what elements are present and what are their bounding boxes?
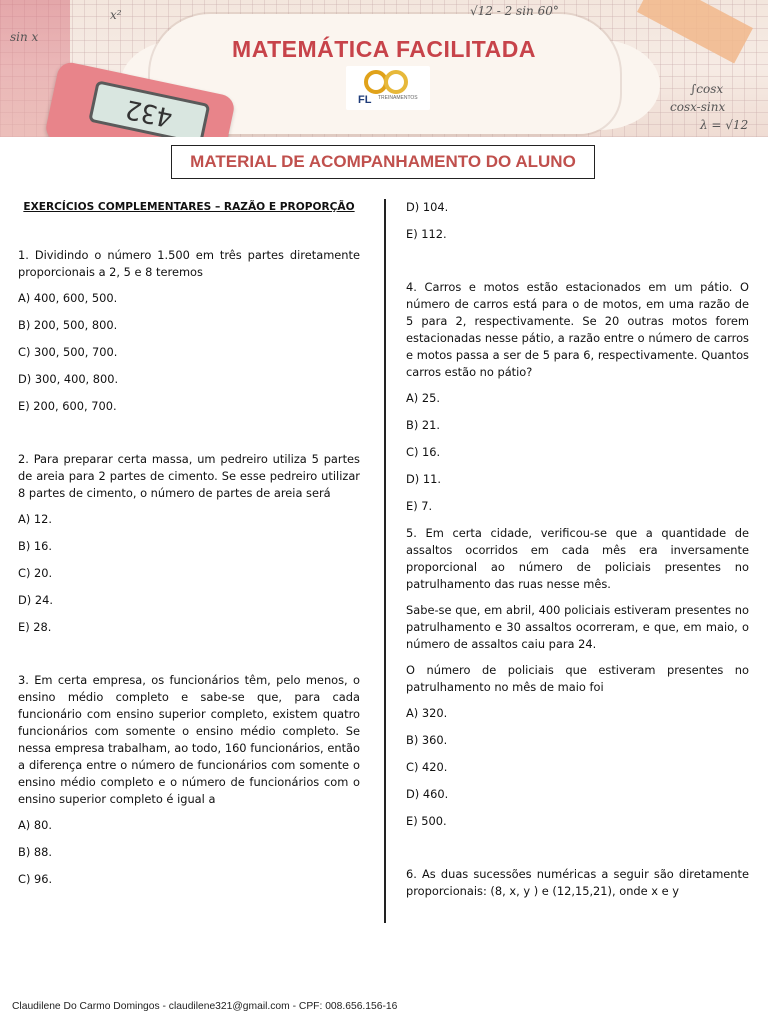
option: E) 7. [406, 499, 433, 513]
banner-formula: ∫cosx [690, 82, 724, 96]
banner-formula: cosx-sinx [670, 100, 726, 114]
infinity-rings-icon [356, 69, 418, 95]
question-text: 4. Carros e motos estão estacionados em um pátio. O número de carros está para o de motos, em uma razão de 5 para 2, respectivamente. Se 20 outras motos forem estacionadas nesse pátio, a razão entre o número de carros e motos passa a ser de 5 para 6, respectivamente. Quantos carros estão no pátio? [406, 280, 749, 379]
logo-letters: FL [358, 94, 372, 106]
option: D) 11. [406, 472, 441, 486]
logo-tagline: TREINAMENTOS [378, 95, 418, 101]
banner-formula: sin x [10, 30, 39, 44]
option: E) 500. [406, 814, 447, 828]
question-text: 6. As duas sucessões numéricas a seguir são diretamente proporcionais: (8, x, y ) e (12,15,21), onde x e y [406, 867, 749, 898]
option: C) 420. [406, 760, 448, 774]
section-title: EXERCÍCIOS COMPLEMENTARES – RAZÃO E PROPORÇÃO [23, 201, 355, 213]
banner-formula: x² [110, 8, 122, 22]
option: E) 200, 600, 700. [18, 399, 117, 413]
option: C) 96. [18, 872, 53, 886]
question-text: 3. Em certa empresa, os funcionários têm, pelo menos, o ensino médio completo e sabe-se que, para cada funcionário com ensino superior completo, existem quatro funcionários com somente o ensino médio completo. Se nessa empresa trabalham, ao todo, 160 funcionários, então a diferença entre o número de funcionários com somente o ensino médio completo e o número de funcionários com o ensino superior completo é igual a [18, 673, 360, 806]
option: B) 88. [18, 845, 52, 859]
banner-formula: √12 - 2 sin 60° [470, 4, 559, 18]
option: D) 300, 400, 800. [18, 372, 119, 386]
option: A) 320. [406, 706, 448, 720]
option: D) 24. [18, 593, 53, 607]
option: E) 28. [18, 620, 52, 634]
option: D) 460. [406, 787, 449, 801]
option: B) 21. [406, 418, 440, 432]
option: A) 400, 600, 500. [18, 291, 118, 305]
option: C) 300, 500, 700. [18, 345, 118, 359]
banner-title: MATEMÁTICA FACILITADA [232, 36, 536, 62]
option: A) 80. [18, 818, 52, 832]
header-banner [0, 0, 768, 137]
footer-watermark: Claudilene Do Carmo Domingos - claudilene321@gmail.com - CPF: 008.656.156-16 [12, 1001, 398, 1012]
question-text: 5. Em certa cidade, verificou-se que a quantidade de assaltos ocorridos em cada mês era inversamente proporcional ao número de policiais presentes no patrulhamento das ruas nesse mês. [406, 526, 749, 591]
option: B) 16. [18, 539, 52, 553]
logo [346, 66, 430, 110]
option: B) 200, 500, 800. [18, 318, 118, 332]
question-text: O número de policiais que estiveram presentes no patrulhamento no mês de maio foi [406, 663, 749, 694]
left-column [18, 199, 360, 898]
calculator-display: 432 [88, 80, 210, 137]
banner-formula: λ = √12 [700, 118, 749, 132]
right-column [406, 199, 749, 909]
option: E) 112. [406, 227, 447, 241]
option: A) 25. [406, 391, 440, 405]
option: B) 360. [406, 733, 448, 747]
page-title: MATERIAL DE ACOMPANHAMENTO DO ALUNO [171, 145, 595, 179]
column-divider [384, 199, 386, 923]
question-text: 2. Para preparar certa massa, um pedreiro utiliza 5 partes de areia para 2 partes de cimento. Se esse pedreiro utilizar 8 partes de cimento, o número de partes de areia será [18, 452, 360, 500]
option: C) 16. [406, 445, 441, 459]
option: A) 12. [18, 512, 52, 526]
option: C) 20. [18, 566, 53, 580]
option: D) 104. [406, 200, 449, 214]
question-text: Sabe-se que, em abril, 400 policiais estiveram presentes no patrulhamento e 30 assaltos ocorreram, e que, em maio, o número de assaltos caiu para 24. [406, 603, 749, 651]
question-text: 1. Dividindo o número 1.500 em três partes diretamente proporcionais a 2, 5 e 8 teremos [18, 248, 360, 279]
